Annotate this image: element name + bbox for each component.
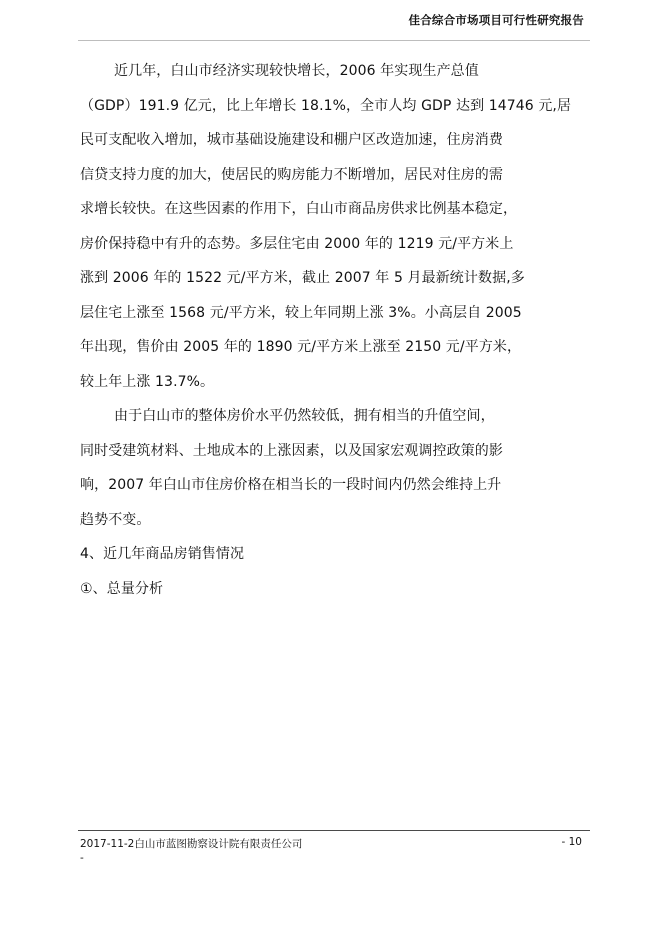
paragraph-line: （GDP）191.9 亿元，比上年增长 18.1%，全市人均 GDP 达到 14746 元,居 [80, 97, 572, 114]
paragraph-line: 年出现，售价由 2005 年的 1890 元/平方米上涨至 2150 元/平方米， [80, 339, 522, 355]
paragraph-line: 信贷支持力度的加大，使居民的购房能力不断增加，居民对住房的需 [80, 166, 503, 183]
paragraph-line: 同时受建筑材料、土地成本的上涨因素，以及国家宏观调控政策的影 [80, 442, 503, 459]
paragraph-line: 层住宅上涨至 1568 元/平方米，较上年同期上涨 3%。小高层自 2005 [80, 304, 522, 321]
paragraph-line: 涨到 2006 年的 1522 元/平方米，截止 2007 年 5 月最新统计数据,多 [80, 270, 525, 286]
paragraph-line: 房价保持稳中有升的态势。多层住宅由 2000 年的 1219 元/平方米上 [80, 235, 514, 252]
footer-company-date: 2017-11-2白山市蓝图勘察设计院有限责任公司 [80, 838, 303, 850]
paragraph-line: 由于白山市的整体房价水平仍然较低，拥有相当的升值空间， [114, 408, 495, 424]
header-title: 佳合综合市场项目可行性研究报告 [408, 13, 584, 27]
paragraph-line: 较上年上涨 13.7%。 [80, 373, 215, 390]
header-divider [78, 40, 590, 41]
footer-divider [78, 830, 590, 831]
paragraph-line: 响，2007 年白山市住房价格在相当长的一段时间内仍然会维持上升 [80, 477, 502, 493]
paragraph-line: 趋势不变。 [80, 511, 151, 528]
body-text [80, 54, 590, 606]
paragraph-line: 近几年，白山市经济实现较快增长，2006 年实现生产总值 [114, 63, 479, 79]
page-number: - 10 [561, 836, 582, 848]
footer-dash: - [80, 852, 84, 864]
paragraph-line: 民可支配收入增加，城市基础设施建设和棚户区改造加速，住房消费 [80, 132, 503, 148]
paragraph-line: 求增长较快。在这些因素的作用下，白山市商品房供求比例基本稳定， [80, 201, 518, 217]
section-heading: 4、近几年商品房销售情况 [80, 546, 245, 562]
subsection-heading: ①、总量分析 [80, 580, 164, 597]
